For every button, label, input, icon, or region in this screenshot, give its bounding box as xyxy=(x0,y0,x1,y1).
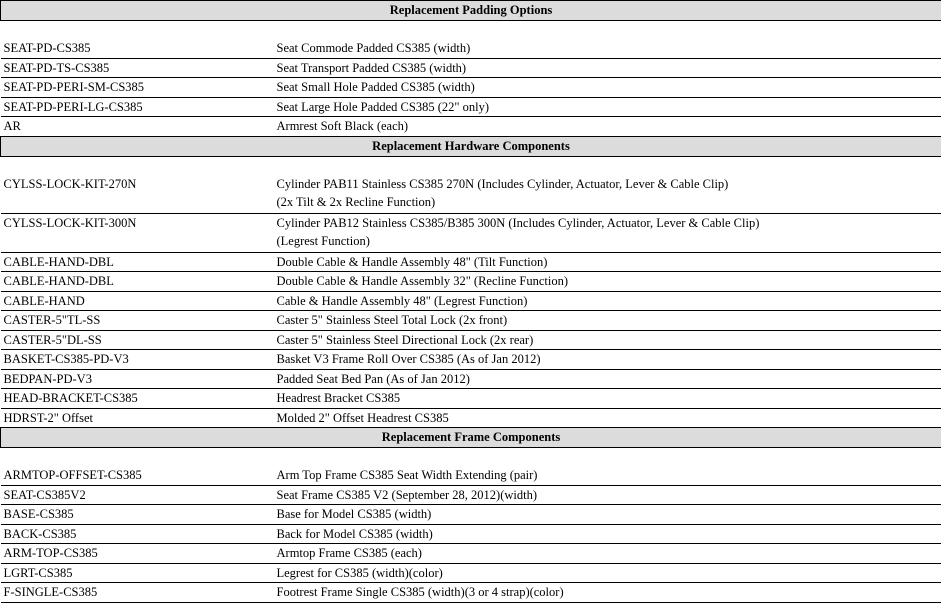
description-line: Double Cable & Handle Assembly 48" (Tilt Function) xyxy=(276,254,548,269)
description-line: Cable & Handle Assembly 48" (Legrest Function) xyxy=(276,293,528,308)
part-code: BASKET-CS385-PD-V3 xyxy=(1,350,275,370)
table-row xyxy=(1,563,941,583)
description-line: Base for Model CS385 (width) xyxy=(276,507,432,521)
part-description xyxy=(275,78,941,98)
table-row xyxy=(1,252,941,272)
spacer-cell xyxy=(1,156,941,175)
part-code: HDRST-2" Offset xyxy=(1,408,275,428)
part-description xyxy=(275,369,941,389)
description-line: Padded Seat Bed Pan (As of Jan 2012) xyxy=(276,371,470,386)
part-code: SEAT-PD-TS-CS385 xyxy=(1,58,275,78)
table-row xyxy=(1,544,941,564)
table-row xyxy=(1,291,941,311)
description-line: Seat Transport Padded CS385 (width) xyxy=(276,60,467,75)
section-header xyxy=(1,136,941,156)
part-description xyxy=(275,39,941,58)
section-spacer xyxy=(1,156,941,175)
part-description xyxy=(275,291,941,311)
part-code: F-SINGLE-CS385 xyxy=(1,583,275,603)
table-row xyxy=(1,272,941,292)
table-row xyxy=(1,213,941,252)
table-row xyxy=(1,330,941,350)
section-spacer xyxy=(1,448,941,467)
description-line: Basket V3 Frame Roll Over CS385 (As of Jan 2012) xyxy=(276,352,541,366)
part-description xyxy=(275,213,941,252)
table-row xyxy=(1,117,941,137)
section-title: Replacement Frame Components xyxy=(1,428,941,448)
description-line: Molded 2" Offset Headrest CS385 xyxy=(276,410,449,425)
spacer-cell xyxy=(1,21,941,40)
spacer-cell xyxy=(1,448,941,467)
part-code: BASE-CS385 xyxy=(1,505,275,525)
description-line-2: (2x Tilt & 2x Recline Function) xyxy=(276,195,436,209)
part-description xyxy=(275,330,941,350)
table-row xyxy=(1,350,941,370)
description-line: Seat Large Hole Padded CS385 (22" only) xyxy=(276,99,489,114)
part-code: HEAD-BRACKET-CS385 xyxy=(1,389,275,409)
section-header xyxy=(1,428,941,448)
part-description xyxy=(275,505,941,525)
part-description xyxy=(275,485,941,505)
description-line: Seat Commode Padded CS385 (width) xyxy=(276,41,471,55)
description-line: Seat Small Hole Padded CS385 (width) xyxy=(276,80,475,94)
part-description xyxy=(275,466,941,485)
description-line: Headrest Bracket CS385 xyxy=(276,391,401,405)
part-code: BACK-CS385 xyxy=(1,524,275,544)
part-code: CYLSS-LOCK-KIT-300N xyxy=(1,213,275,252)
part-code: BEDPAN-PD-V3 xyxy=(1,369,275,389)
table-row xyxy=(1,389,941,409)
part-code: CABLE-HAND-DBL xyxy=(1,252,275,272)
description-line-2: (Legrest Function) xyxy=(276,234,370,248)
table-row xyxy=(1,175,941,214)
part-code: LGRT-CS385 xyxy=(1,563,275,583)
description-line: Cylinder PAB12 Stainless CS385/B385 300N (Includes Cylinder, Actuator, Lever & Cable Clip) xyxy=(276,215,760,230)
table-row xyxy=(1,311,941,331)
part-code: SEAT-PD-PERI-LG-CS385 xyxy=(1,97,275,117)
part-description xyxy=(275,272,941,292)
part-description xyxy=(275,97,941,117)
part-description xyxy=(275,175,941,214)
part-description xyxy=(275,350,941,370)
description-line: Armtop Frame CS385 (each) xyxy=(276,546,422,560)
part-description xyxy=(275,544,941,564)
part-description xyxy=(275,58,941,78)
section-spacer xyxy=(1,21,941,40)
part-code: SEAT-PD-PERI-SM-CS385 xyxy=(1,78,275,98)
table-row xyxy=(1,39,941,58)
part-description xyxy=(275,117,941,137)
description-line: Cylinder PAB11 Stainless CS385 270N (Includes Cylinder, Actuator, Lever & Cable Clip) xyxy=(276,176,729,191)
part-description xyxy=(275,252,941,272)
table-row xyxy=(1,485,941,505)
part-description xyxy=(275,583,941,603)
part-description xyxy=(275,563,941,583)
part-description xyxy=(275,311,941,331)
part-code: CASTER-5"DL-SS xyxy=(1,330,275,350)
table-row xyxy=(1,78,941,98)
part-code: CABLE-HAND xyxy=(1,291,275,311)
table-row xyxy=(1,466,941,485)
table-row xyxy=(1,408,941,428)
description-line: Arm Top Frame CS385 Seat Width Extending (pair) xyxy=(276,468,538,482)
part-code: ARM-TOP-CS385 xyxy=(1,544,275,564)
part-code: CASTER-5"TL-SS xyxy=(1,311,275,331)
part-code: AR xyxy=(1,117,275,137)
part-code: CYLSS-LOCK-KIT-270N xyxy=(1,175,275,214)
table-row xyxy=(1,369,941,389)
section-title: Replacement Hardware Components xyxy=(1,136,941,156)
description-line: Armrest Soft Black (each) xyxy=(276,119,409,133)
description-line: Back for Model CS385 (width) xyxy=(276,526,433,541)
section-header xyxy=(1,1,941,21)
description-line: Seat Frame CS385 V2 (September 28, 2012)(width) xyxy=(276,487,537,502)
part-description xyxy=(275,524,941,544)
part-code: SEAT-PD-CS385 xyxy=(1,39,275,58)
section-title: Replacement Padding Options xyxy=(1,1,941,21)
table-row xyxy=(1,524,941,544)
description-line: Footrest Frame Single CS385 (width)(3 or 4 strap)(color) xyxy=(276,585,564,599)
table-row xyxy=(1,583,941,603)
table-row xyxy=(1,97,941,117)
part-code: SEAT-CS385V2 xyxy=(1,485,275,505)
description-line: Caster 5" Stainless Steel Total Lock (2x front) xyxy=(276,313,508,327)
part-code: ARMTOP-OFFSET-CS385 xyxy=(1,466,275,485)
part-code: CABLE-HAND-DBL xyxy=(1,272,275,292)
description-line: Caster 5" Stainless Steel Directional Lock (2x rear) xyxy=(276,332,534,347)
parts-table-body xyxy=(1,1,941,603)
table-row xyxy=(1,505,941,525)
description-line: Double Cable & Handle Assembly 32" (Recline Function) xyxy=(276,274,569,288)
part-description xyxy=(275,389,941,409)
table-row xyxy=(1,58,941,78)
description-line: Legrest for CS385 (width)(color) xyxy=(276,565,443,580)
part-description xyxy=(275,408,941,428)
